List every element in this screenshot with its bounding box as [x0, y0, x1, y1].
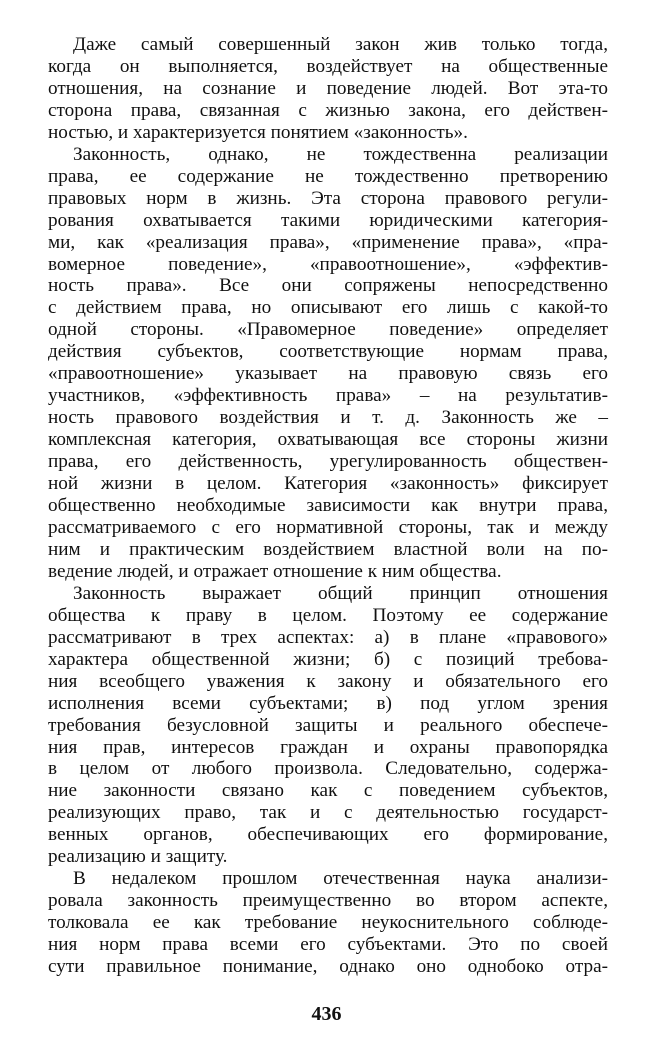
paragraph	[48, 868, 608, 978]
text-line: венных органов, обеспечивающих его формирование,	[48, 824, 608, 846]
text-line: В недалеком прошлом отечественная наука анализи-	[73, 868, 608, 890]
body-text	[48, 34, 608, 978]
paragraph	[48, 144, 608, 583]
text-line: когда он выполняется, воздействует на общественные	[48, 55, 608, 77]
text-line: одной стороны. «Правомерное поведение» определяет	[48, 319, 608, 341]
text-line: требования безусловной защиты и реального обеспече-	[48, 714, 608, 736]
text-line: права, ее содержание не тождественно претворению	[48, 165, 608, 187]
text-line: отношения, на сознание и поведение людей. Вот эта-то	[48, 77, 608, 99]
text-line: Законность выражает общий принцип отношения	[73, 582, 608, 604]
text-line: ним и практическим воздействием властной воли на по-	[48, 538, 608, 560]
text-line: рассматриваемого с его нормативной стороны, так и между	[48, 516, 608, 538]
text-line: сторона права, связанная с жизнью закона, его действен-	[48, 99, 608, 121]
text-line: ностью, и характеризуется понятием «законность».	[48, 121, 468, 143]
text-line: ния прав, интересов граждан и охраны правопорядка	[48, 736, 608, 758]
text-line: Даже самый совершенный закон жив только тогда,	[73, 34, 608, 55]
text-line: правовых норм в жизнь. Эта сторона правового регули-	[48, 187, 608, 209]
text-line: рассматривают в трех аспектах: а) в плане «правового»	[48, 626, 608, 648]
paragraph	[48, 583, 608, 868]
text-line: в целом от любого произвола. Следовательно, содержа-	[48, 758, 608, 780]
text-line: реализующих право, так и с деятельностью государст-	[48, 802, 608, 824]
text-line: права, его действенность, урегулированность обществен-	[48, 451, 608, 473]
text-line: ность права». Все они сопряжены непосредственно	[48, 275, 608, 297]
text-line: участников, «эффективность права» – на результатив-	[48, 385, 608, 407]
text-line: реализацию и защиту.	[48, 846, 228, 868]
page-number: 436	[311, 1003, 342, 1025]
text-line: ния всеобщего уважения к закону и обязательного его	[48, 670, 608, 692]
text-line: исполнения всеми субъектами; в) под углом зрения	[48, 692, 608, 714]
text-line: «правоотношение» указывает на правовую связь его	[48, 363, 608, 385]
text-line: ровала законность преимущественно во втором аспекте,	[48, 890, 608, 912]
text-line: ми, как «реализация права», «применение права», «пра-	[48, 231, 608, 253]
text-line: ния норм права всеми его субъектами. Это по своей	[48, 934, 608, 956]
paragraph	[48, 34, 608, 144]
text-line: ние законности связано как с поведением субъектов,	[48, 780, 608, 802]
text-line: ведение людей, и отражает отношение к ним общества.	[48, 560, 502, 582]
text-line: с действием права, но описывают его лишь с какой-то	[48, 297, 608, 319]
text-line: сути правильное понимание, однако оно однобоко отра-	[48, 956, 608, 978]
text-line: характера общественной жизни; б) с позиций требова-	[48, 648, 608, 670]
text-line: комплексная категория, охватывающая все стороны жизни	[48, 429, 608, 451]
text-line: Законность, однако, не тождественна реализации	[73, 143, 608, 165]
text-line: общества к праву в целом. Поэтому ее содержание	[48, 604, 608, 626]
text-line: рования охватывается такими юридическими категория-	[48, 209, 608, 231]
text-line: толковала ее как требование неукоснительного соблюде-	[48, 912, 608, 934]
text-line: действия субъектов, соответствующие нормам права,	[48, 341, 608, 363]
text-line: вомерное поведение», «правоотношение», «эффектив-	[48, 253, 608, 275]
text-line: ность правового воздействия и т. д. Законность же –	[48, 407, 608, 429]
text-line: ной жизни в целом. Категория «законность» фиксирует	[48, 473, 608, 495]
text-line: общественно необходимые зависимости как внутри права,	[48, 495, 608, 517]
